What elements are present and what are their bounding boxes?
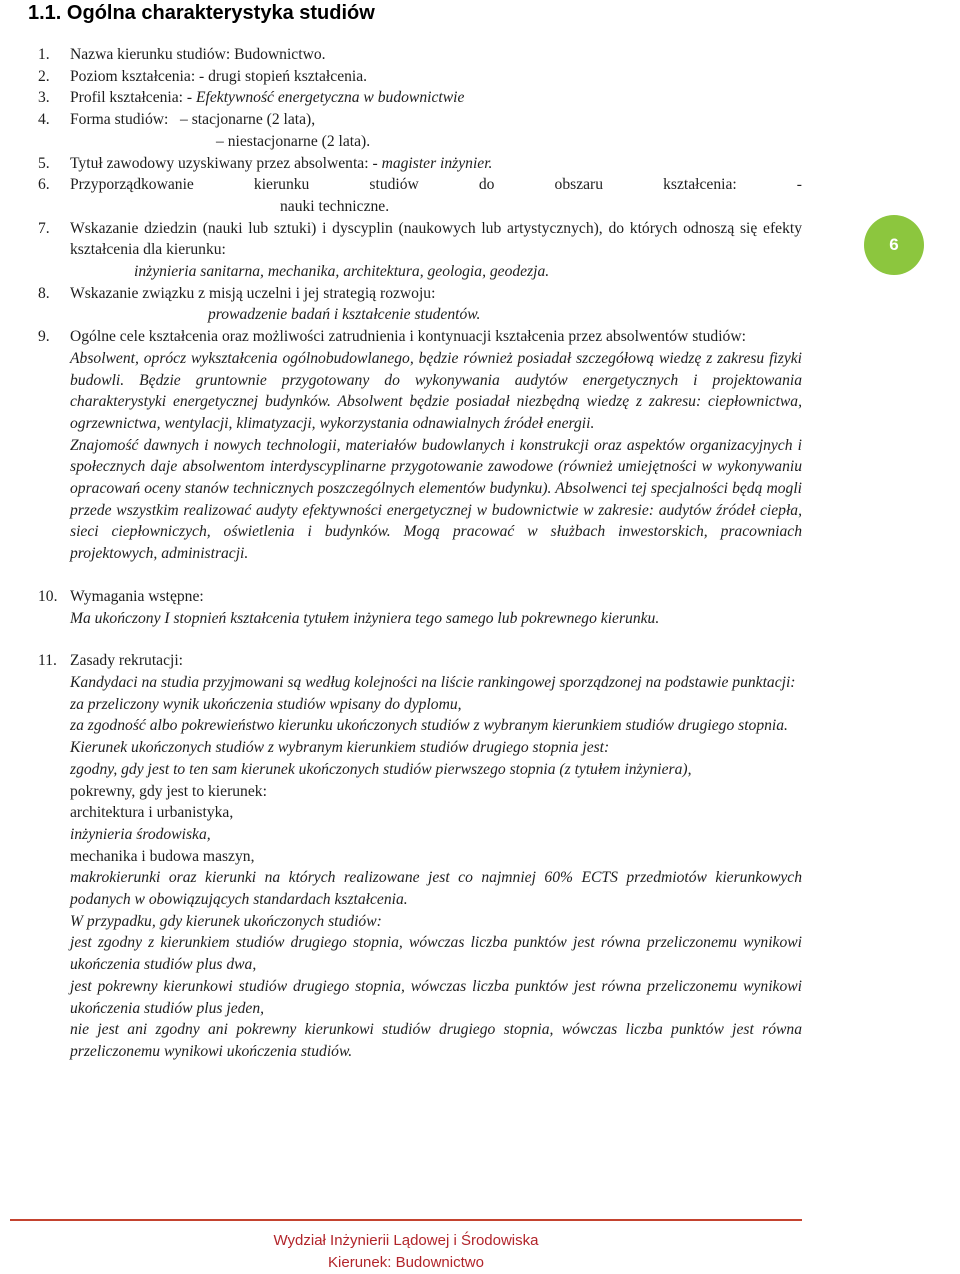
document-body xyxy=(38,44,802,1063)
recruitment-label: Zasady rekrutacji: xyxy=(70,652,184,670)
footer-program: Kierunek: Budownictwo xyxy=(328,1254,484,1271)
list-item-7 xyxy=(38,218,802,261)
recruitment-line: jest zgodny z kierunkiem studiów drugiego stopnia, wówczas liczba punktów jest równa przeliczonemu wynikowi ukończenia studiów plus dwa, xyxy=(70,934,802,974)
recruitment-line: W przypadku, gdy kierunek ukończonych studiów: xyxy=(70,912,382,930)
list-number: 2. xyxy=(38,67,50,85)
goals-paragraph-2: Znajomość dawnych i nowych technologii, materiałów budowlanych i konstrukcji oraz aspektów organizacyjnych i społecznych daje absolwentom interdyscyplinarne przygotowanie zawodowe (również umiejętności w wykonywaniu opracowań oceny stanów technicznych poszczególnych elementów budynku). Absolwenci tej specjalności będą mogli przede wszystkim realizować audyty efektywności energetycznej w budownictwie w zakresie: audytów źródeł ciepła, sieci ciepłowniczych, oświetlenia i budynków. Mogą pracować w służbach inwestorskich, pracowniach projektowych, administracji. xyxy=(70,436,802,563)
list-number: 3. xyxy=(38,89,50,107)
recruitment-line: Kierunek ukończonych studiów z wybranym kierunkiem studiów drugiego stopnia jest: xyxy=(70,739,610,757)
field-value: nauki techniczne. xyxy=(280,197,390,215)
list-item-8 xyxy=(38,283,802,305)
study-form-fulltime: – stacjonarne (2 lata), xyxy=(180,111,316,129)
list-item-9 xyxy=(38,326,802,348)
degree-value: magister inżynier. xyxy=(381,154,493,172)
disciplines-label: Wskazanie dziedzin (nauki lub sztuki) i dyscyplin (naukowych lub artystycznych), do których odnoszą się efekty kształcenia dla kierunku: xyxy=(70,219,802,259)
list-number: 9. xyxy=(38,328,50,346)
profile-label: Profil kształcenia: - xyxy=(70,89,197,107)
study-form-parttime: – niestacjonarne (2 lata). xyxy=(216,132,371,150)
goals-label: Ogólne cele kształcenia oraz możliwości zatrudnienia i kontynuacji kształcenia przez absolwentów studiów: xyxy=(70,328,746,346)
recruitment-line: jest pokrewny kierunkowi studiów drugiego stopnia, wówczas liczba punktów jest równa przeliczonemu wynikowi ukończenia studiów plus jeden, xyxy=(70,977,802,1017)
recruitment-line: za przeliczony wynik ukończenia studiów wpisany do dyplomu, xyxy=(70,695,462,713)
list-item-1 xyxy=(38,44,802,66)
profile-value: Efektywność energetyczna w budownictwie xyxy=(196,89,465,107)
recruitment-line: za zgodność albo pokrewieństwo kierunku ukończonych studiów z wybranym kierunkiem studiów drugiego stopnia. xyxy=(70,717,788,735)
list-number: 8. xyxy=(38,284,50,302)
list-item-2 xyxy=(38,66,802,88)
list-item-6 xyxy=(38,174,802,196)
list-text: Nazwa kierunku studiów: Budownictwo. xyxy=(70,46,326,63)
list-number: 10. xyxy=(38,587,58,605)
page-footer xyxy=(0,1230,812,1274)
disciplines-value: inżynieria sanitarna, mechanika, architektura, geologia, geodezja. xyxy=(134,263,550,281)
recruitment-line: zgodny, gdy jest to ten sam kierunek ukończonych studiów pierwszego stopnia (z tytułem inżyniera), xyxy=(70,760,692,778)
goals-paragraph-1: Absolwent, oprócz wykształcenia ogólnobudowlanego, będzie również posiadał szczegółową wiedzę z zakresu fizyki budowli. Będzie gruntownie przygotowany do wykonywania audytów energetycznych i projektowania charakterystyki energetycznej budynków. Absolwent będzie posiadał niezbędną wiedzę z zakresu: ciepłownictwa, ogrzewnictwa, wentylacji, klimatyzacji, wykorzystania odnawialnych źródeł energii. xyxy=(70,349,802,432)
list-number: 4. xyxy=(38,111,50,129)
recruitment-line: nie jest ani zgodny ani pokrewny kierunkowi studiów drugiego stopnia, wówczas liczba punktów jest równa przeliczonemu wynikowi ukończenia studiów. xyxy=(70,1021,802,1060)
recruitment-line: architektura i urbanistyka, xyxy=(70,804,234,822)
degree-label: Tytuł zawodowy uzyskiwany przez absolwenta: - xyxy=(70,154,382,172)
requirements-value: Ma ukończony I stopnień kształcenia tytułem inżyniera tego samego lub pokrewnego kierunku. xyxy=(70,609,660,627)
footer-faculty: Wydział Inżynierii Lądowej i Środowiska xyxy=(273,1232,539,1249)
list-number: 1. xyxy=(38,46,50,63)
footer-divider xyxy=(10,1219,802,1221)
page-number-badge: 6 xyxy=(864,215,924,275)
recruitment-line: pokrewny, gdy jest to kierunek: xyxy=(70,782,267,800)
list-number: 5. xyxy=(38,154,50,172)
requirements-label: Wymagania wstępne: xyxy=(70,587,204,605)
list-text: Poziom kształcenia: - drugi stopień kształcenia. xyxy=(70,67,368,85)
recruitment-line: Kandydaci na studia przyjmowani są według kolejności na liście rankingowej sporządzonej na podstawie punktacji: xyxy=(70,673,796,691)
list-number: 6. xyxy=(38,176,50,194)
section-heading: 1.1. Ogólna charakterystyka studiów xyxy=(28,2,375,24)
list-item-5 xyxy=(38,153,802,175)
recruitment-line: inżynieria środowiska, xyxy=(70,825,211,843)
recruitment-line: mechanika i budowa maszyn, xyxy=(70,847,255,865)
recruitment-line: makrokierunki oraz kierunki na których realizowane jest co najmniej 60% ECTS przedmiotów kierunkowych podanych w obowiązujących standardach kształcenia. xyxy=(70,869,802,909)
field-label: Przyporządkowanie kierunku studiów do obszaru kształcenia: - xyxy=(70,176,802,194)
study-form-label: Forma studiów: xyxy=(70,111,169,129)
list-item-11 xyxy=(38,650,802,672)
list-item-4 xyxy=(38,109,802,131)
mission-label: Wskazanie związku z misją uczelni i jej strategią rozwoju: xyxy=(70,284,436,302)
list-number: 7. xyxy=(38,219,50,237)
list-item-3 xyxy=(38,87,802,109)
list-number: 11. xyxy=(38,652,57,670)
list-item-10 xyxy=(38,586,802,608)
mission-value: prowadzenie badań i kształcenie studentów. xyxy=(208,306,481,324)
